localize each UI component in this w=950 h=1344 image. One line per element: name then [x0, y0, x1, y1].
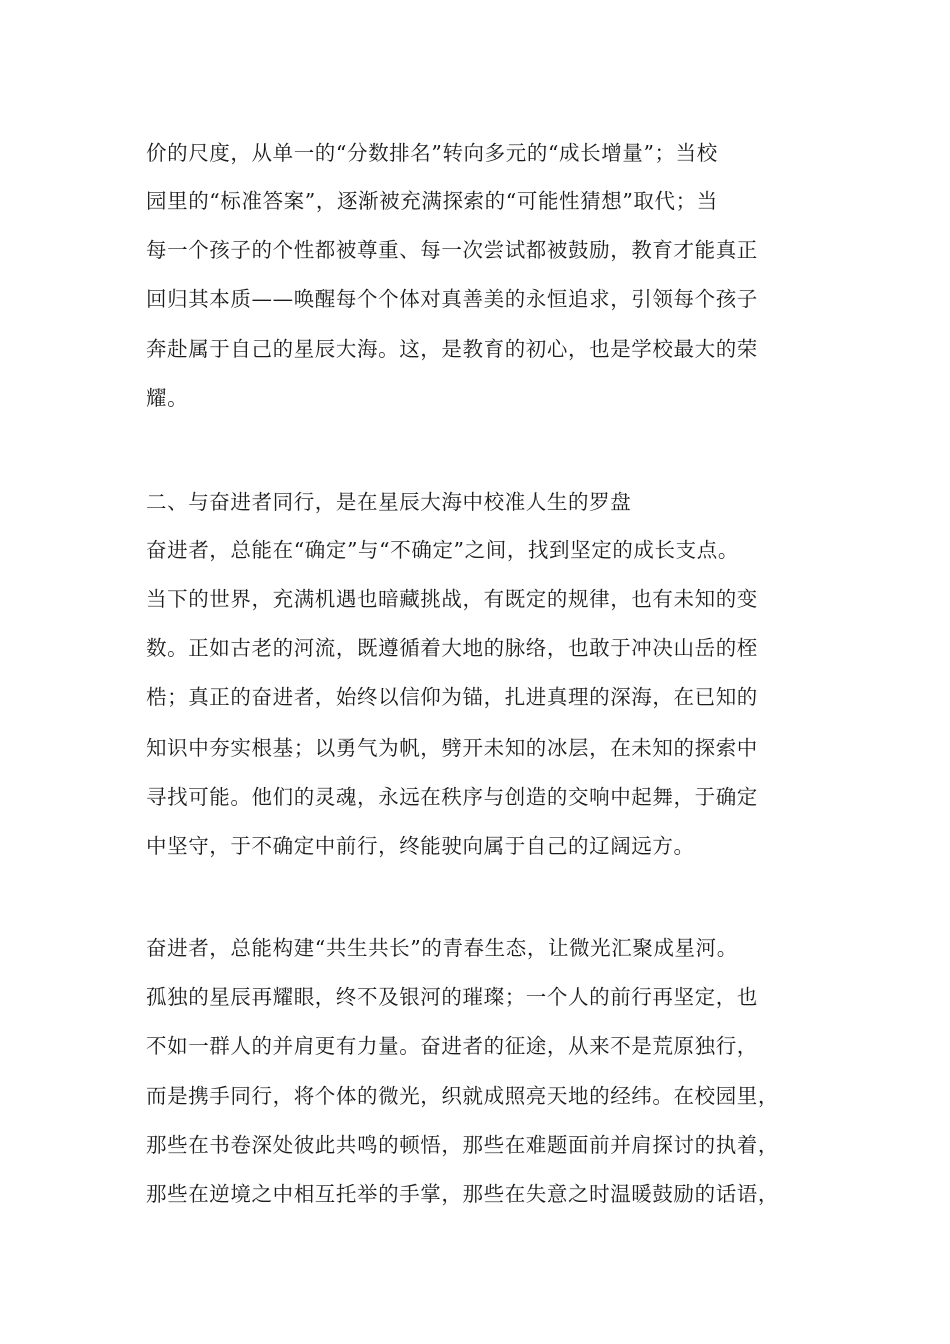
- paragraph-2-line-7: 中坚守，于不确定中前行，终能驶向属于自己的辽阔远方。: [146, 834, 695, 858]
- paragraph-2-line-3: 数。正如古老的河流，既遵循着大地的脉络，也敢于冲决山岳的桎: [146, 636, 758, 660]
- paragraph-1-line-3: 每一个孩子的个性都被尊重、每一次尝试都被鼓励，教育才能真正: [146, 238, 758, 262]
- paragraph-1-line-4: 回归其本质——唤醒每个个体对真善美的永恒追求，引领每个孩子: [146, 287, 758, 311]
- paragraph-3-line-3: 不如一群人的并肩更有力量。奋进者的征途，从来不是荒原独行，: [146, 1034, 758, 1058]
- paragraph-3-line-6: 那些在逆境之中相互托举的手掌，那些在失意之时温暖鼓励的话语，: [146, 1182, 779, 1206]
- paragraph-3-line-4: 而是携手同行，将个体的微光，织就成照亮天地的经纬。在校园里，: [146, 1084, 779, 1108]
- paragraph-3-line-5: 那些在书卷深处彼此共鸣的顿悟，那些在难题面前并肩探讨的执着，: [146, 1133, 779, 1157]
- paragraph-1-line-1: 价的尺度，从单一的“分数排名”转向多元的“成长增量”；当校: [146, 141, 718, 165]
- paragraph-2-line-6: 寻找可能。他们的灵魂，永远在秩序与创造的交响中起舞，于确定: [146, 785, 758, 809]
- paragraph-1-line-2: 园里的“标准答案”，逐渐被充满探索的“可能性猜想”取代；当: [146, 189, 718, 213]
- paragraph-2-line-1: 奋进者，总能在“确定”与“不确定”之间，找到坚定的成长支点。: [146, 538, 739, 562]
- paragraph-1-line-6: 耀。: [146, 386, 189, 410]
- paragraph-2-line-2: 当下的世界，充满机遇也暗藏挑战，有既定的规律，也有未知的变: [146, 587, 758, 611]
- section-heading: 二、与奋进者同行，是在星辰大海中校准人生的罗盘: [146, 490, 632, 514]
- paragraph-3-line-1: 奋进者，总能构建“共生共长”的青春生态，让微光汇聚成星河。: [146, 936, 738, 960]
- paragraph-3-line-2: 孤独的星辰再耀眼，终不及银河的璀璨；一个人的前行再坚定，也: [146, 985, 758, 1009]
- paragraph-2-line-5: 知识中夯实根基；以勇气为帆，劈开未知的冰层，在未知的探索中: [146, 736, 758, 760]
- paragraph-1-line-5: 奔赴属于自己的星辰大海。这，是教育的初心，也是学校最大的荣: [146, 337, 758, 361]
- paragraph-2-line-4: 梏；真正的奋进者，始终以信仰为锚，扎进真理的深海，在已知的: [146, 685, 758, 709]
